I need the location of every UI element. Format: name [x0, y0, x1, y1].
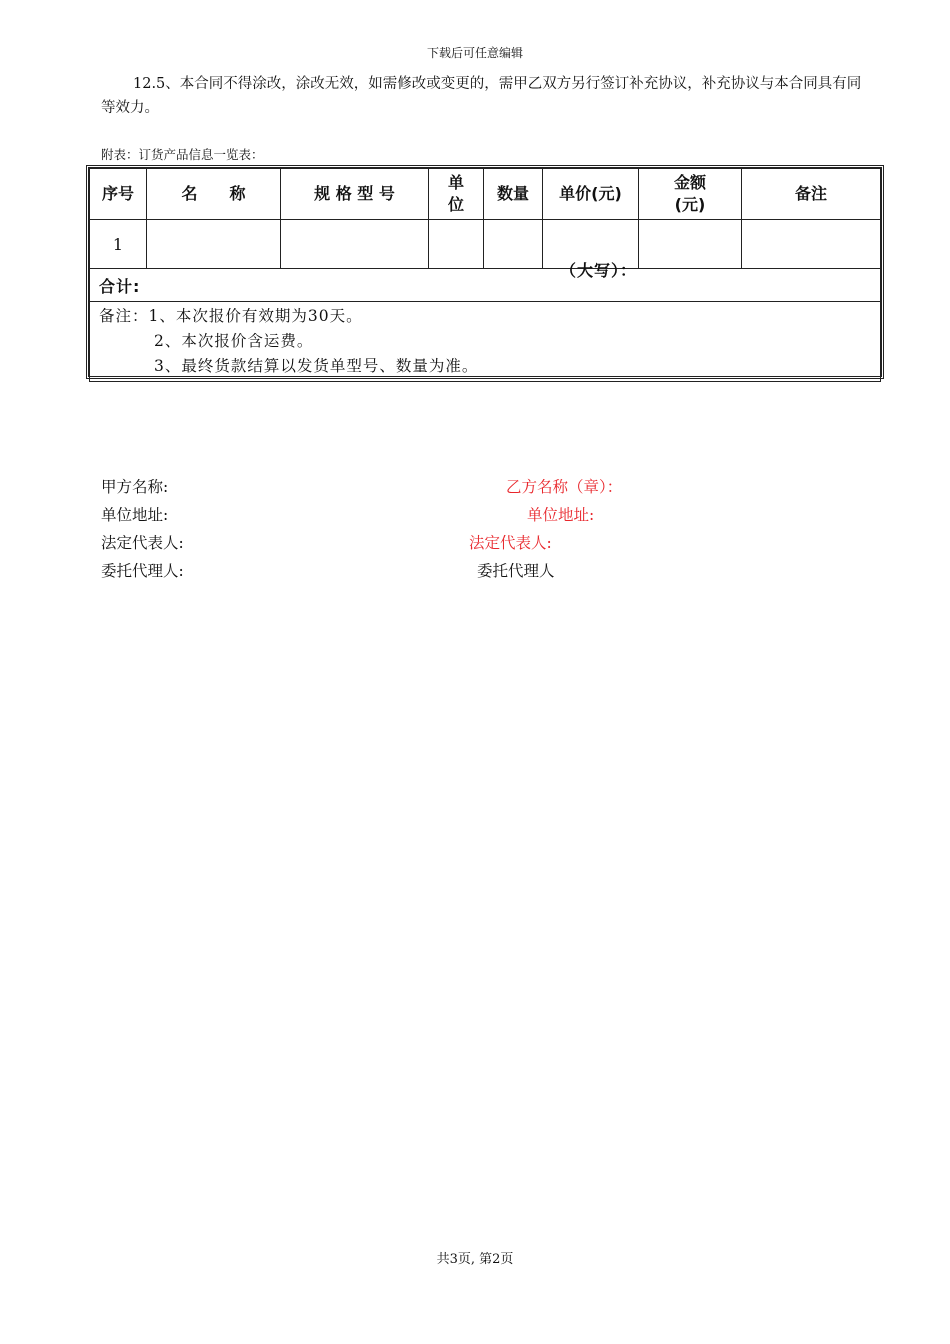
header-price: 单价(元) — [543, 169, 639, 220]
header-spec: 规 格 型 号 — [281, 169, 429, 220]
table-header-row — [90, 169, 881, 220]
total-cell[interactable] — [90, 261, 881, 302]
party-a-agent-label: 委托代理人: — [101, 562, 184, 580]
party-b-legal-rep-label: 法定代表人: — [469, 534, 552, 552]
table-caption: 附表：订货产品信息一览表： — [101, 147, 264, 162]
total-label: 合计: — [99, 276, 141, 296]
header-amount-line2: (元) — [674, 195, 706, 214]
capital-amount-label: （大写）： — [560, 261, 638, 280]
page-footer: 共3页, 第2页 — [436, 1252, 514, 1267]
note-line-1: 备注：1、本次报价有效期为30天。 — [99, 307, 363, 325]
header-name: 名 称 — [147, 169, 281, 220]
cell-name[interactable] — [147, 220, 281, 269]
header-amount-line1: 金额 — [673, 173, 706, 192]
cell-amount[interactable] — [639, 220, 742, 269]
header-qty: 数量 — [484, 169, 543, 220]
header-unit — [429, 169, 484, 220]
header-remark: 备注 — [742, 169, 881, 220]
cell-spec[interactable] — [281, 220, 429, 269]
party-b-agent-label: 委托代理人 — [477, 562, 555, 580]
contract-clause-12-5: 12.5、本合同不得涂改，涂改无效，如需修改或变更的，需甲乙双方另行签订补充协议，补充协议与本合同具有同等效力。 — [101, 76, 862, 116]
note-line-3: 3、最终货款结算以发货单型号、数量为准。 — [154, 357, 479, 375]
note-line-2: 2、本次报价含运费。 — [154, 332, 314, 350]
cell-remark[interactable] — [742, 220, 881, 269]
order-product-table — [86, 165, 884, 379]
notes-row — [90, 302, 881, 382]
total-row — [90, 269, 881, 302]
cell-qty[interactable] — [484, 220, 543, 269]
header-unit-line1: 单 — [447, 173, 464, 192]
header-seq: 序号 — [90, 169, 147, 220]
party-b-name-label: 乙方名称（章）： — [506, 478, 623, 496]
page-header-note: 下载后可任意编辑 — [426, 46, 523, 60]
header-unit-line2: 位 — [447, 195, 464, 214]
header-amount — [639, 169, 742, 220]
cell-seq[interactable]: 1 — [90, 220, 147, 269]
party-a-legal-rep-label: 法定代表人: — [101, 534, 184, 552]
table-row — [90, 220, 881, 269]
party-a-name-label: 甲方名称: — [101, 478, 169, 496]
notes-cell — [90, 302, 881, 382]
party-b-address-label: 单位地址: — [527, 506, 595, 524]
cell-unit[interactable] — [429, 220, 484, 269]
party-a-address-label: 单位地址: — [101, 506, 169, 524]
